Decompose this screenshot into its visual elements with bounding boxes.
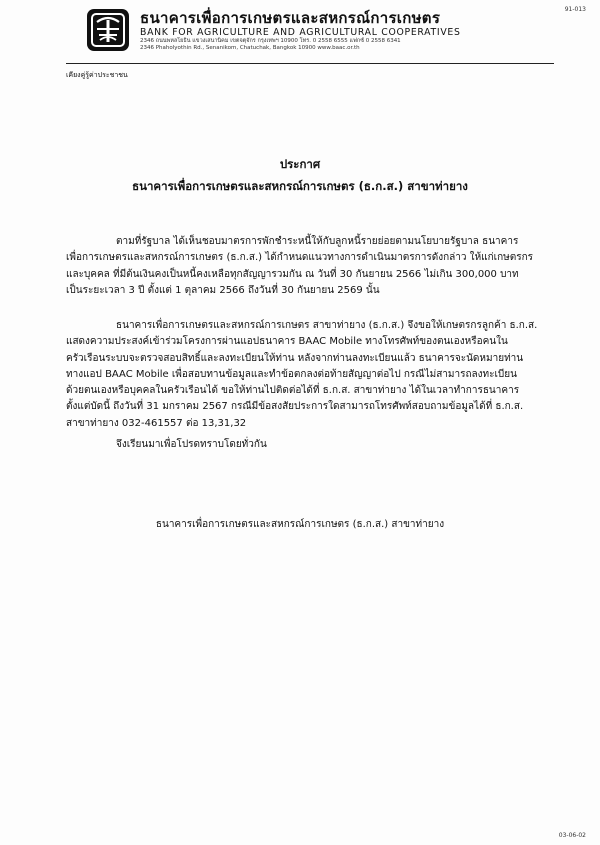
paragraph-line: ด้วยตนเองหรือบุคคลในครัวเรือนได้ ขอให้ท่านไปติดต่อได้ที่ ธ.ก.ส. สาขาท่ายาง ได้ในเวลาทำการธนาคาร — [66, 385, 520, 397]
signature-block: ธนาคารเพื่อการเกษตรและสหกรณ์การเกษตร (ธ.ก.ส.) สาขาท่ายาง — [155, 519, 445, 530]
paragraph-line: สาขาท่ายาง 032-461557 ต่อ 13,31,32 — [66, 417, 247, 429]
closing-line: จึงเรียนมาเพื่อโปรดทราบโดยทั่วกัน — [116, 439, 267, 450]
header-divider — [66, 63, 554, 64]
address-thai: 2346 ถนนพหลโยธิน แขวงเสนานิคม เขตจตุจักร กรุงเทพฯ 10900 โทร. 0 2558 6555 แฟกซ์ 0 2558 6341 — [140, 38, 401, 44]
baac-logo-icon — [86, 8, 130, 52]
paragraph-line: ทางแอป BAAC Mobile เพื่อสอบทานข้อมูลและทำข้อตกลงต่อท้ายสัญญาต่อไป กรณีไม่สามารถลงทะเบียน — [66, 368, 517, 380]
paragraph-line: เพื่อการเกษตรและสหกรณ์การเกษตร (ธ.ก.ส.) ได้กำหนดแนวทางการดำเนินมาตรการดังกล่าว ให้แก่เกษตรกร — [66, 252, 534, 264]
bank-name-english: BANK FOR AGRICULTURE AND AGRICULTURAL COOPERATIVES — [140, 27, 461, 38]
form-code: 91-013 — [564, 6, 586, 13]
paragraph-1 — [66, 234, 533, 299]
footer-code: 03-06-02 — [558, 832, 586, 839]
announcement-heading: ประกาศ — [279, 157, 321, 171]
slogan: เคียงคู่รู้ค่าประชาชน — [66, 71, 128, 79]
paragraph-line: ครัวเรือนระบบจะตรวจสอบสิทธิ์และลงทะเบียนให้ท่าน หลังจากท่านลงทะเบียนแล้ว ธนาคารจะนัดหมายท่าน — [66, 352, 524, 364]
bank-name-thai: ธนาคารเพื่อการเกษตรและสหกรณ์การเกษตร — [140, 9, 441, 27]
paragraph-line: ตั้งแต่บัดนี้ ถึงวันที่ 31 มกราคม 2567 กรณีมีข้อสงสัยประการใดสามารถโทรศัพท์สอบถามข้อมูลได้ที่ ธ.ก.ส. — [66, 401, 524, 413]
paragraph-2 — [66, 318, 537, 432]
paragraph-line: ธนาคารเพื่อการเกษตรและสหกรณ์การเกษตร สาขาท่ายาง (ธ.ก.ส.) จึงขอให้เกษตรกรลูกค้า ธ.ก.ส. — [116, 320, 538, 331]
address-english: 2346 Phaholyothin Rd., Senanikom, Chatuchak, Bangkok 10900 www.baac.or.th — [140, 45, 360, 51]
announcement-subheading: ธนาคารเพื่อการเกษตรและสหกรณ์การเกษตร (ธ.ก.ส.) สาขาท่ายาง — [132, 179, 468, 193]
paragraph-line: ตามที่รัฐบาล ได้เห็นชอบมาตรการพักชำระหนี้ให้กับลูกหนี้รายย่อยตามนโยบายรัฐบาล ธนาคาร — [116, 236, 519, 247]
paragraph-line: เป็นระยะเวลา 3 ปี ตั้งแต่ 1 ตุลาคม 2566 ถึงวันที่ 30 กันยายน 2569 นั้น — [66, 284, 380, 296]
paragraph-line: และบุคคล ที่มีต้นเงินคงเป็นหนี้คงเหลือทุกสัญญารวมกัน ณ วันที่ 30 กันยายน 2566 ไม่เกิน 300,000 บาท — [66, 268, 519, 280]
letterhead — [140, 9, 461, 52]
paragraph-line: แสดงความประสงค์เข้าร่วมโครงการผ่านแอปธนาคาร BAAC Mobile ทางโทรศัพท์ของตนเองหรือคนใน — [66, 336, 508, 348]
